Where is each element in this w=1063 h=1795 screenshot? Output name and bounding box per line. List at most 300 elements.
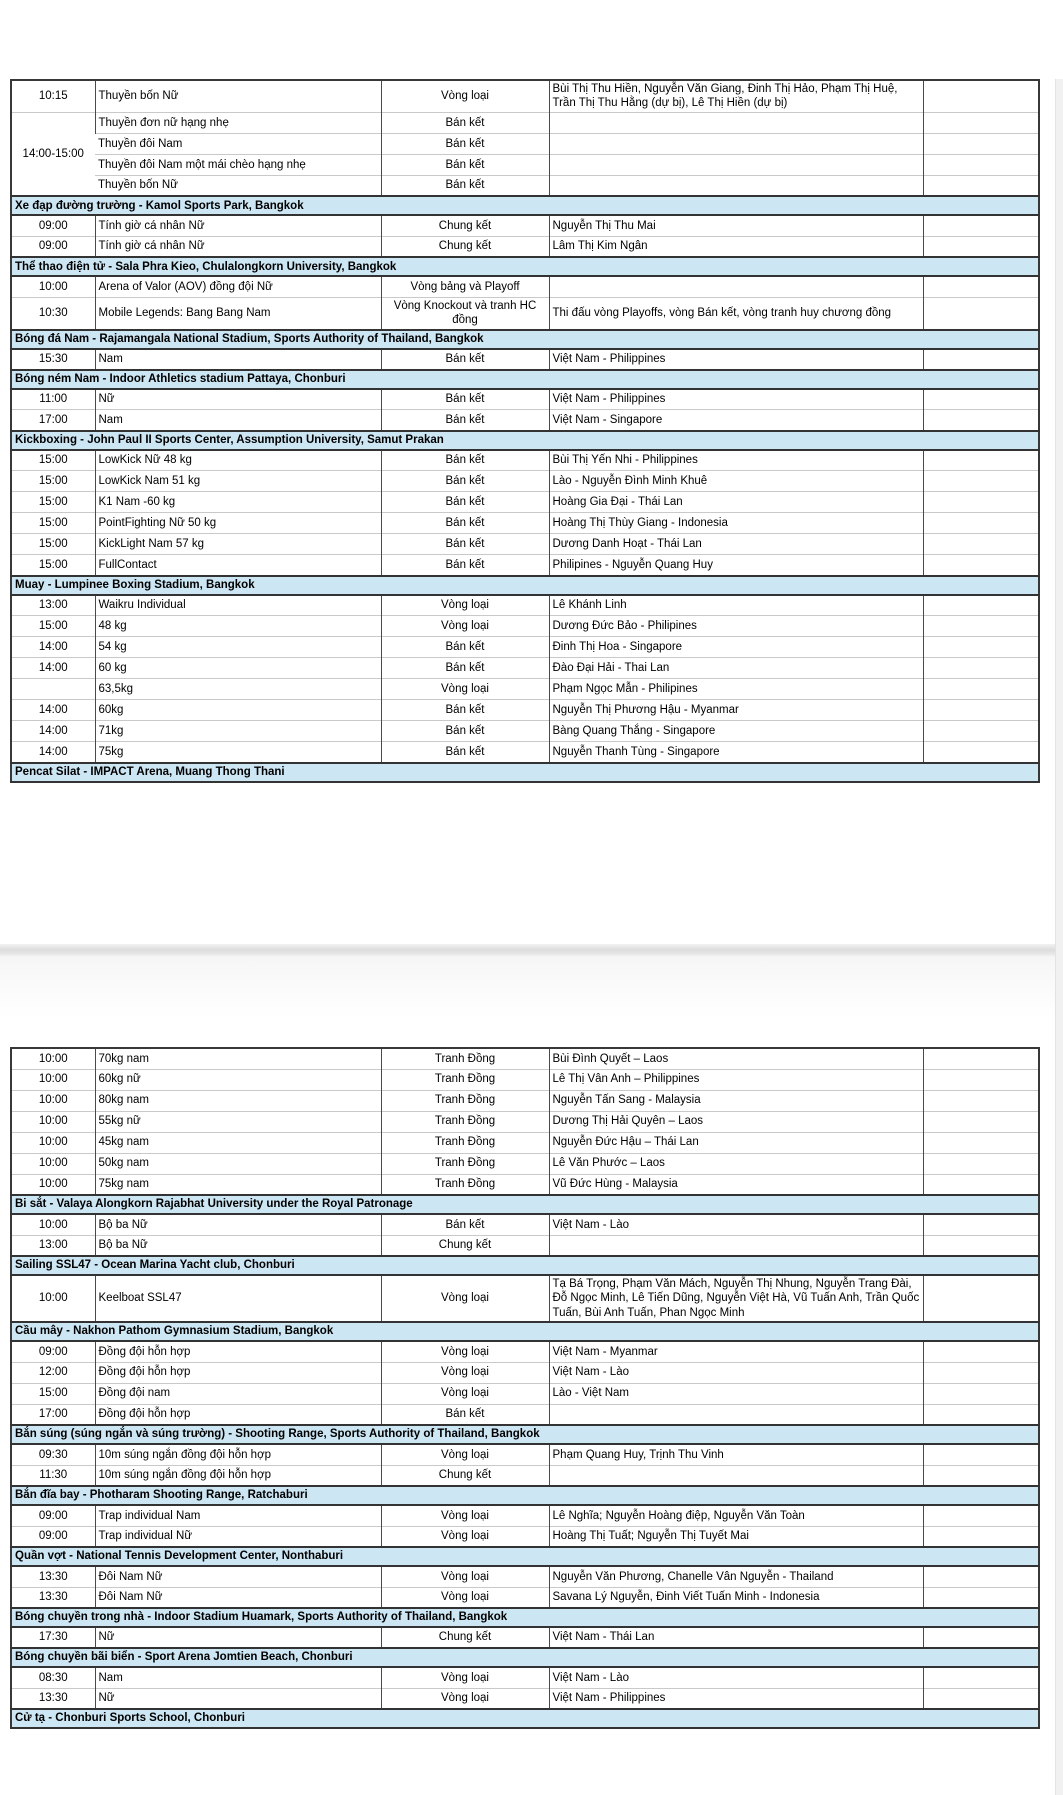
participants-cell: Dương Thị Hải Quyên – Laos — [549, 1111, 923, 1132]
event-name-cell: Đồng đội hỗn hợp — [95, 1404, 381, 1425]
notes-cell — [923, 595, 1039, 616]
notes-cell — [923, 1667, 1039, 1688]
participants-cell: Nguyễn Văn Phương, Chanelle Vân Nguyễn - Thailand — [549, 1566, 923, 1587]
time-cell: 09:00 — [11, 1341, 95, 1362]
notes-cell — [923, 492, 1039, 513]
section-label: Bắn súng (súng ngắn và súng trường) - Shooting Range, Sports Authority of Thailand, Bangkok — [11, 1425, 1039, 1444]
event-row — [11, 1667, 1039, 1688]
event-row — [11, 450, 1039, 471]
notes-cell — [923, 276, 1039, 297]
notes-cell — [923, 133, 1039, 154]
notes-cell — [923, 1627, 1039, 1648]
time-cell: 10:00 — [11, 1214, 95, 1235]
time-cell: 09:00 — [11, 236, 95, 257]
time-cell: 09:30 — [11, 1444, 95, 1465]
event-row — [11, 1587, 1039, 1608]
event-row — [11, 534, 1039, 555]
time-cell: 10:00 — [11, 1174, 95, 1195]
event-name-cell: Đồng đội hỗn hợp — [95, 1362, 381, 1383]
time-cell: 13:00 — [11, 595, 95, 616]
section-header-row — [11, 431, 1039, 450]
event-name-cell: Tính giờ cá nhân Nữ — [95, 236, 381, 257]
event-name-cell: 63,5kg — [95, 679, 381, 700]
time-cell: 17:00 — [11, 1404, 95, 1425]
notes-cell — [923, 215, 1039, 236]
event-row — [11, 658, 1039, 679]
event-name-cell: Thuyền bốn Nữ — [95, 80, 381, 112]
time-cell: 09:00 — [11, 1526, 95, 1547]
participants-cell: Lào - Việt Nam — [549, 1383, 923, 1404]
round-cell: Vòng loại — [381, 1341, 549, 1362]
vertical-scrollbar[interactable] — [1055, 79, 1063, 1795]
notes-cell — [923, 1069, 1039, 1090]
round-cell: Vòng loại — [381, 1566, 549, 1587]
time-cell: 13:00 — [11, 1235, 95, 1256]
notes-cell — [923, 1566, 1039, 1587]
event-name-cell: Nam — [95, 410, 381, 431]
section-header-row — [11, 330, 1039, 349]
round-cell: Vòng Knockout và tranh HC đồng — [381, 297, 549, 329]
participants-cell: Tạ Bá Trọng, Phạm Văn Mách, Nguyễn Thị Nhung, Nguyễn Trang Đài, Đỗ Ngọc Minh, Lê Tiến Dũng, Nguyễn Việt Hà, Vũ Tuấn Anh, Trần Quốc Tuấn, Bùi Anh Tuấn, Phan Ngọc Minh — [549, 1275, 923, 1322]
participants-cell: Việt Nam - Lào — [549, 1214, 923, 1235]
time-cell: 14:00 — [11, 721, 95, 742]
section-header-row — [11, 370, 1039, 389]
time-cell — [11, 679, 95, 700]
time-cell: 14:00 — [11, 700, 95, 721]
event-row — [11, 1174, 1039, 1195]
time-cell: 13:30 — [11, 1587, 95, 1608]
participants-cell: Dương Đức Bảo - Philipines — [549, 616, 923, 637]
round-cell: Vòng loại — [381, 1444, 549, 1465]
participants-cell: Việt Nam - Lào — [549, 1667, 923, 1688]
time-cell: 10:00 — [11, 276, 95, 297]
round-cell: Bán kết — [381, 410, 549, 431]
section-label: Bóng đá Nam - Rajamangala National Stadium, Sports Authority of Thailand, Bangkok — [11, 330, 1039, 349]
event-name-cell: LowKick Nữ 48 kg — [95, 450, 381, 471]
notes-cell — [923, 1505, 1039, 1526]
time-cell: 14:00 — [11, 742, 95, 763]
participants-cell: Lê Văn Phước – Laos — [549, 1153, 923, 1174]
participants-cell: Việt Nam - Philippines — [549, 389, 923, 410]
notes-cell — [923, 1153, 1039, 1174]
notes-cell — [923, 1383, 1039, 1404]
event-name-cell: 60kg — [95, 700, 381, 721]
section-label: Bóng ném Nam - Indoor Athletics stadium Pattaya, Chonburi — [11, 370, 1039, 389]
participants-cell: Savana Lý Nguyễn, Đinh Viết Tuấn Minh - Indonesia — [549, 1587, 923, 1608]
section-label: Muay - Lumpinee Boxing Stadium, Bangkok — [11, 576, 1039, 595]
event-name-cell: Waikru Individual — [95, 595, 381, 616]
participants-cell — [549, 175, 923, 196]
participants-cell: Hoàng Gia Đại - Thái Lan — [549, 492, 923, 513]
round-cell: Bán kết — [381, 555, 549, 576]
event-row — [11, 1214, 1039, 1235]
event-name-cell: 54 kg — [95, 637, 381, 658]
participants-cell: Việt Nam - Singapore — [549, 410, 923, 431]
section-header-row — [11, 763, 1039, 782]
event-row — [11, 154, 1039, 175]
event-row — [11, 133, 1039, 154]
time-cell: 10:00 — [11, 1275, 95, 1322]
notes-cell — [923, 637, 1039, 658]
schedule-table-page-1 — [10, 79, 1040, 783]
round-cell: Tranh Đồng — [381, 1132, 549, 1153]
participants-cell: Nguyễn Thị Thu Mai — [549, 215, 923, 236]
participants-cell: Lê Thị Vân Anh – Philippines — [549, 1069, 923, 1090]
section-label: Kickboxing - John Paul II Sports Center, Assumption University, Samut Prakan — [11, 431, 1039, 450]
event-name-cell: Trap individual Nam — [95, 1505, 381, 1526]
event-row — [11, 700, 1039, 721]
time-cell: 15:00 — [11, 534, 95, 555]
participants-cell — [549, 276, 923, 297]
participants-cell: Hoàng Thị Tuất; Nguyễn Thị Tuyết Mai — [549, 1526, 923, 1547]
participants-cell: Nguyễn Thị Phương Hậu - Myanmar — [549, 700, 923, 721]
section-header-row — [11, 1608, 1039, 1627]
event-row — [11, 276, 1039, 297]
event-row — [11, 595, 1039, 616]
round-cell: Tranh Đồng — [381, 1111, 549, 1132]
notes-cell — [923, 513, 1039, 534]
time-cell: 17:00 — [11, 410, 95, 431]
section-label: Bắn đĩa bay - Photharam Shooting Range, Ratchaburi — [11, 1486, 1039, 1505]
round-cell: Bán kết — [381, 389, 549, 410]
notes-cell — [923, 700, 1039, 721]
round-cell: Chung kết — [381, 1627, 549, 1648]
notes-cell — [923, 742, 1039, 763]
participants-cell: Phạm Ngọc Mẫn - Philipines — [549, 679, 923, 700]
time-cell: 09:00 — [11, 1505, 95, 1526]
event-row — [11, 215, 1039, 236]
notes-cell — [923, 1090, 1039, 1111]
time-cell: 09:00 — [11, 215, 95, 236]
event-name-cell: Đôi Nam Nữ — [95, 1587, 381, 1608]
event-name-cell: 70kg nam — [95, 1048, 381, 1069]
round-cell: Chung kết — [381, 1235, 549, 1256]
round-cell: Bán kết — [381, 721, 549, 742]
section-header-row — [11, 1322, 1039, 1341]
time-cell: 10:00 — [11, 1111, 95, 1132]
round-cell: Tranh Đồng — [381, 1048, 549, 1069]
notes-cell — [923, 175, 1039, 196]
event-name-cell: 10m súng ngắn đồng đội hỗn hợp — [95, 1465, 381, 1486]
event-row — [11, 112, 1039, 133]
event-row — [11, 1526, 1039, 1547]
participants-cell: Việt Nam - Philippines — [549, 349, 923, 370]
event-name-cell: 75kg nam — [95, 1174, 381, 1195]
time-cell: 15:00 — [11, 513, 95, 534]
event-row — [11, 1362, 1039, 1383]
round-cell: Bán kết — [381, 513, 549, 534]
round-cell: Bán kết — [381, 1214, 549, 1235]
round-cell: Bán kết — [381, 534, 549, 555]
participants-cell — [549, 112, 923, 133]
event-row — [11, 80, 1039, 112]
participants-cell: Đào Đại Hải - Thai Lan — [549, 658, 923, 679]
schedule-table-page-2 — [10, 1047, 1040, 1729]
notes-cell — [923, 80, 1039, 112]
event-row — [11, 1383, 1039, 1404]
event-name-cell: 45kg nam — [95, 1132, 381, 1153]
event-name-cell: 75kg — [95, 742, 381, 763]
section-header-row — [11, 257, 1039, 276]
participants-cell: Vũ Đức Hùng - Malaysia — [549, 1174, 923, 1195]
round-cell: Bán kết — [381, 742, 549, 763]
time-cell: 13:30 — [11, 1566, 95, 1587]
notes-cell — [923, 1174, 1039, 1195]
round-cell: Vòng loại — [381, 1587, 549, 1608]
participants-cell: Lê Nghĩa; Nguyễn Hoàng điệp, Nguyễn Văn Toàn — [549, 1505, 923, 1526]
time-cell: 14:00 — [11, 658, 95, 679]
event-row — [11, 1688, 1039, 1709]
time-cell: 10:30 — [11, 297, 95, 329]
event-row — [11, 349, 1039, 370]
section-header-row — [11, 1648, 1039, 1667]
round-cell: Bán kết — [381, 1404, 549, 1425]
notes-cell — [923, 1275, 1039, 1322]
participants-cell — [549, 154, 923, 175]
time-cell: 10:15 — [11, 80, 95, 112]
notes-cell — [923, 1362, 1039, 1383]
event-row — [11, 1505, 1039, 1526]
event-row — [11, 1235, 1039, 1256]
event-row — [11, 236, 1039, 257]
time-cell: 10:00 — [11, 1090, 95, 1111]
event-row — [11, 637, 1039, 658]
event-name-cell: LowKick Nam 51 kg — [95, 471, 381, 492]
section-header-row — [11, 1425, 1039, 1444]
participants-cell — [549, 1465, 923, 1486]
event-name-cell: Nữ — [95, 1627, 381, 1648]
notes-cell — [923, 410, 1039, 431]
time-cell: 15:00 — [11, 471, 95, 492]
participants-cell: Lào - Nguyễn Đình Minh Khuê — [549, 471, 923, 492]
time-cell: 13:30 — [11, 1688, 95, 1709]
participants-cell: Thi đấu vòng Playoffs, vòng Bán kết, vòng tranh huy chương đồng — [549, 297, 923, 329]
participants-cell: Hoàng Thị Thùy Giang - Indonesia — [549, 513, 923, 534]
notes-cell — [923, 1587, 1039, 1608]
event-row — [11, 389, 1039, 410]
notes-cell — [923, 1111, 1039, 1132]
participants-cell: Philipines - Nguyễn Quang Huy — [549, 555, 923, 576]
round-cell: Bán kết — [381, 349, 549, 370]
time-cell: 11:30 — [11, 1465, 95, 1486]
notes-cell — [923, 154, 1039, 175]
event-name-cell: Nữ — [95, 1688, 381, 1709]
notes-cell — [923, 658, 1039, 679]
event-row — [11, 1090, 1039, 1111]
notes-cell — [923, 616, 1039, 637]
notes-cell — [923, 450, 1039, 471]
event-name-cell: Tính giờ cá nhân Nữ — [95, 215, 381, 236]
time-cell: 15:30 — [11, 349, 95, 370]
notes-cell — [923, 534, 1039, 555]
section-header-row — [11, 196, 1039, 215]
round-cell: Vòng loại — [381, 1667, 549, 1688]
notes-cell — [923, 679, 1039, 700]
round-cell: Vòng loại — [381, 80, 549, 112]
time-cell: 10:00 — [11, 1069, 95, 1090]
section-label: Bi sắt - Valaya Alongkorn Rajabhat University under the Royal Patronage — [11, 1195, 1039, 1214]
section-header-row — [11, 1547, 1039, 1566]
participants-cell: Việt Nam - Myanmar — [549, 1341, 923, 1362]
notes-cell — [923, 721, 1039, 742]
event-row — [11, 555, 1039, 576]
event-name-cell: Thuyền đôi Nam — [95, 133, 381, 154]
participants-cell: Bùi Đình Quyết – Laos — [549, 1048, 923, 1069]
event-row — [11, 1627, 1039, 1648]
event-name-cell: Đồng đội hỗn hợp — [95, 1341, 381, 1362]
event-name-cell: 60kg nữ — [95, 1069, 381, 1090]
round-cell: Vòng loại — [381, 679, 549, 700]
notes-cell — [923, 471, 1039, 492]
section-header-row — [11, 1256, 1039, 1275]
section-label: Thể thao điện tử - Sala Phra Kieo, Chulalongkorn University, Bangkok — [11, 257, 1039, 276]
event-row — [11, 471, 1039, 492]
section-header-row — [11, 1486, 1039, 1505]
page-top-margin — [0, 957, 1063, 1045]
round-cell: Bán kết — [381, 700, 549, 721]
round-cell: Chung kết — [381, 215, 549, 236]
round-cell: Bán kết — [381, 154, 549, 175]
notes-cell — [923, 389, 1039, 410]
section-label: Sailing SSL47 - Ocean Marina Yacht club, Chonburi — [11, 1256, 1039, 1275]
participants-cell — [549, 1404, 923, 1425]
participants-cell: Bàng Quang Thắng - Singapore — [549, 721, 923, 742]
notes-cell — [923, 1235, 1039, 1256]
participants-cell: Nguyễn Đức Hậu – Thái Lan — [549, 1132, 923, 1153]
participants-cell: Bùi Thị Yến Nhi - Philippines — [549, 450, 923, 471]
section-label: Xe đạp đường trường - Kamol Sports Park, Bangkok — [11, 196, 1039, 215]
round-cell: Bán kết — [381, 658, 549, 679]
notes-cell — [923, 1132, 1039, 1153]
round-cell: Chung kết — [381, 1465, 549, 1486]
section-label: Bóng chuyền trong nhà - Indoor Stadium Huamark, Sports Authority of Thailand, Bangkok — [11, 1608, 1039, 1627]
event-name-cell: FullContact — [95, 555, 381, 576]
time-cell: 12:00 — [11, 1362, 95, 1383]
round-cell: Vòng loại — [381, 1383, 549, 1404]
time-cell: 10:00 — [11, 1132, 95, 1153]
event-name-cell: Keelboat SSL47 — [95, 1275, 381, 1322]
event-name-cell: Bộ ba Nữ — [95, 1214, 381, 1235]
round-cell: Vòng loại — [381, 1688, 549, 1709]
event-row — [11, 1566, 1039, 1587]
round-cell: Bán kết — [381, 637, 549, 658]
event-row — [11, 616, 1039, 637]
event-name-cell: Nữ — [95, 389, 381, 410]
section-label: Bóng chuyền bãi biển - Sport Arena Jomtien Beach, Chonburi — [11, 1648, 1039, 1667]
event-name-cell: Thuyền đơn nữ hạng nhẹ — [95, 112, 381, 133]
notes-cell — [923, 1444, 1039, 1465]
participants-cell — [549, 1235, 923, 1256]
round-cell: Tranh Đồng — [381, 1174, 549, 1195]
time-cell: 14:00-15:00 — [11, 112, 95, 196]
event-name-cell: Thuyền bốn Nữ — [95, 175, 381, 196]
round-cell: Vòng loại — [381, 1275, 549, 1322]
event-name-cell: Arena of Valor (AOV) đồng đội Nữ — [95, 276, 381, 297]
round-cell: Vòng loại — [381, 1505, 549, 1526]
time-cell: 15:00 — [11, 555, 95, 576]
event-name-cell: Bộ ba Nữ — [95, 1235, 381, 1256]
notes-cell — [923, 1341, 1039, 1362]
event-name-cell: Thuyền đôi Nam một mái chèo hạng nhẹ — [95, 154, 381, 175]
section-label: Cử tạ - Chonburi Sports School, Chonburi — [11, 1709, 1039, 1728]
event-row — [11, 1132, 1039, 1153]
participants-cell: Việt Nam - Philippines — [549, 1688, 923, 1709]
event-row — [11, 297, 1039, 329]
event-row — [11, 1111, 1039, 1132]
event-row — [11, 410, 1039, 431]
round-cell: Vòng loại — [381, 1362, 549, 1383]
event-name-cell: 50kg nam — [95, 1153, 381, 1174]
round-cell: Tranh Đồng — [381, 1090, 549, 1111]
participants-cell: Đinh Thị Hoa - Singapore — [549, 637, 923, 658]
event-name-cell: K1 Nam -60 kg — [95, 492, 381, 513]
event-name-cell: Mobile Legends: Bang Bang Nam — [95, 297, 381, 329]
section-header-row — [11, 576, 1039, 595]
participants-cell: Nguyễn Tấn Sang - Malaysia — [549, 1090, 923, 1111]
notes-cell — [923, 1214, 1039, 1235]
notes-cell — [923, 1048, 1039, 1069]
notes-cell — [923, 555, 1039, 576]
event-row — [11, 1341, 1039, 1362]
round-cell: Bán kết — [381, 450, 549, 471]
event-row — [11, 1275, 1039, 1322]
participants-cell: Việt Nam - Thái Lan — [549, 1627, 923, 1648]
time-cell: 15:00 — [11, 450, 95, 471]
notes-cell — [923, 297, 1039, 329]
round-cell: Vòng loại — [381, 595, 549, 616]
event-row — [11, 679, 1039, 700]
time-cell: 15:00 — [11, 616, 95, 637]
participants-cell: Bùi Thị Thu Hiền, Nguyễn Văn Giang, Đinh Thị Hảo, Phạm Thị Huệ, Trần Thị Thu Hằng (dự bị), Lê Thị Hiền (dự bị) — [549, 80, 923, 112]
notes-cell — [923, 349, 1039, 370]
event-name-cell: 71kg — [95, 721, 381, 742]
notes-cell — [923, 1404, 1039, 1425]
round-cell: Vòng loại — [381, 616, 549, 637]
event-name-cell: 60 kg — [95, 658, 381, 679]
round-cell: Chung kết — [381, 236, 549, 257]
section-label: Cầu mây - Nakhon Pathom Gymnasium Stadium, Bangkok — [11, 1322, 1039, 1341]
event-row — [11, 742, 1039, 763]
event-name-cell: Nam — [95, 1667, 381, 1688]
notes-cell — [923, 1526, 1039, 1547]
round-cell: Bán kết — [381, 112, 549, 133]
round-cell: Bán kết — [381, 133, 549, 154]
participants-cell: Dương Danh Hoạt - Thái Lan — [549, 534, 923, 555]
page-break-band — [0, 944, 1063, 957]
event-name-cell: 80kg nam — [95, 1090, 381, 1111]
event-row — [11, 1048, 1039, 1069]
time-cell: 17:30 — [11, 1627, 95, 1648]
time-cell: 08:30 — [11, 1667, 95, 1688]
time-cell: 11:00 — [11, 389, 95, 410]
event-row — [11, 1465, 1039, 1486]
round-cell: Vòng bảng và Playoff — [381, 276, 549, 297]
round-cell: Bán kết — [381, 175, 549, 196]
round-cell: Tranh Đồng — [381, 1069, 549, 1090]
notes-cell — [923, 1465, 1039, 1486]
event-row — [11, 1444, 1039, 1465]
event-row — [11, 721, 1039, 742]
notes-cell — [923, 1688, 1039, 1709]
section-header-row — [11, 1195, 1039, 1214]
round-cell: Tranh Đồng — [381, 1153, 549, 1174]
event-row — [11, 1069, 1039, 1090]
event-name-cell: 10m súng ngắn đồng đội hỗn hợp — [95, 1444, 381, 1465]
event-name-cell: Đôi Nam Nữ — [95, 1566, 381, 1587]
time-cell: 15:00 — [11, 1383, 95, 1404]
section-header-row — [11, 1709, 1039, 1728]
participants-cell: Lê Khánh Linh — [549, 595, 923, 616]
